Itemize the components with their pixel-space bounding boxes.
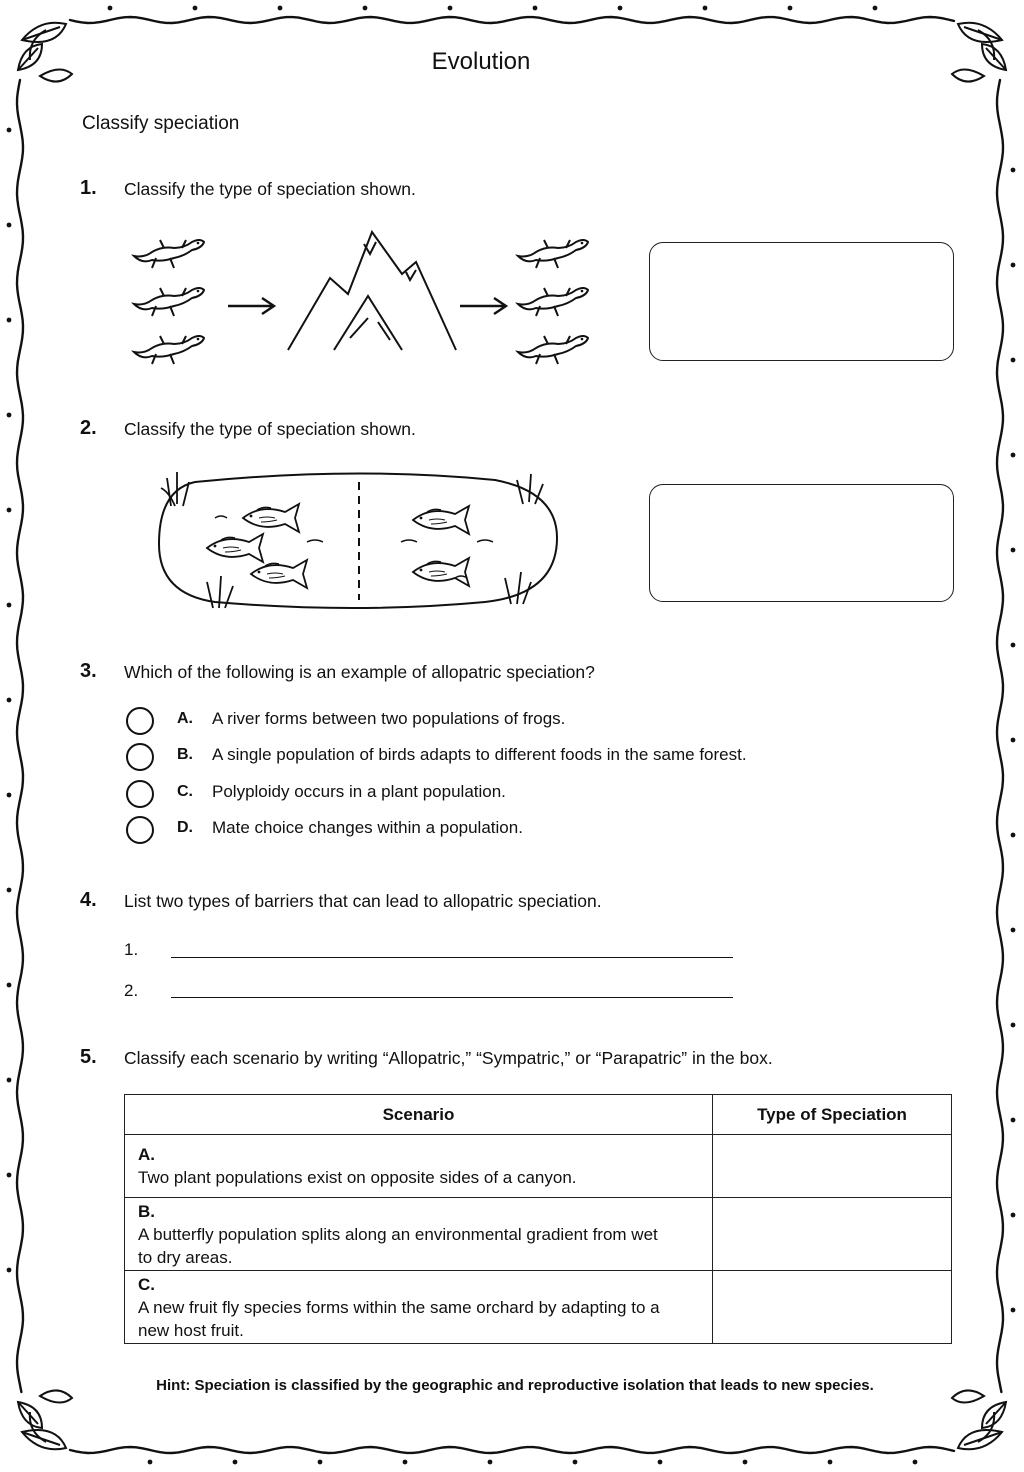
border-dot	[448, 6, 453, 11]
mountain-icon	[288, 232, 456, 350]
question-2-number: 2.	[80, 417, 97, 439]
question-3-text: Which of the following is an example of allopatric speciation?	[124, 662, 595, 682]
arrow-right-icon	[228, 298, 274, 314]
border-dot	[1011, 263, 1016, 268]
border-dot	[1011, 453, 1016, 458]
border-dot	[148, 1460, 153, 1465]
border-dot	[743, 1460, 748, 1465]
answer-line-2[interactable]	[171, 997, 733, 998]
border-dot	[7, 1268, 12, 1273]
option-b-text: A single population of birds adapts to different foods in the same forest.	[212, 745, 747, 764]
option-c-radio[interactable]	[126, 780, 154, 808]
lizard-icon	[134, 288, 204, 316]
fish-icon	[243, 504, 299, 532]
question-3-number: 3.	[80, 660, 97, 682]
option-a-text: A river forms between two populations of frogs.	[212, 709, 566, 728]
type-answer-cell[interactable]	[713, 1135, 952, 1198]
option-a-letter: A.	[177, 710, 193, 727]
question-1-text: Classify the type of speciation shown.	[124, 179, 416, 199]
fish-icon	[251, 560, 307, 588]
page-title: Evolution	[431, 48, 531, 75]
option-d-text: Mate choice changes within a population.	[212, 818, 523, 837]
border-dot	[7, 983, 12, 988]
option-a-radio[interactable]	[126, 707, 154, 735]
lizard-icon	[518, 288, 588, 316]
border-dot	[1011, 1308, 1016, 1313]
border-dot	[1011, 1213, 1016, 1218]
border-dot	[788, 6, 793, 11]
border-dot	[7, 223, 12, 228]
table-row	[125, 1135, 952, 1198]
border-dot	[1011, 168, 1016, 173]
option-d-radio[interactable]	[126, 816, 154, 844]
border-dot	[703, 6, 708, 11]
lizard-icon	[518, 336, 588, 364]
table-row	[125, 1271, 952, 1344]
column-header-type: Type of Speciation	[713, 1095, 952, 1135]
fish-icon	[207, 534, 263, 562]
border-dot	[7, 508, 12, 513]
table-row	[125, 1198, 952, 1271]
border-dot	[1011, 548, 1016, 553]
border-dot	[873, 6, 878, 11]
fish-icon	[413, 558, 469, 586]
column-header-scenario: Scenario	[125, 1095, 713, 1135]
border-dot	[278, 6, 283, 11]
row-letter: C.	[138, 1274, 155, 1294]
scenario-cell	[125, 1135, 713, 1198]
border-dot	[1011, 1118, 1016, 1123]
option-c-letter: C.	[177, 783, 193, 800]
question-4-text: List two types of barriers that can lead to allopatric speciation.	[124, 891, 602, 911]
border-dot	[828, 1460, 833, 1465]
border-dot	[7, 888, 12, 893]
border-dot	[913, 1460, 918, 1465]
lizard-icon	[134, 336, 204, 364]
border-dot	[658, 1460, 663, 1465]
border-dot	[1011, 643, 1016, 648]
option-d-letter: D.	[177, 819, 193, 836]
option-b-letter: B.	[177, 746, 193, 763]
scenario-table	[124, 1094, 952, 1344]
allopatric-illustration	[120, 222, 600, 372]
option-c-text: Polyploidy occurs in a plant population.	[212, 782, 506, 801]
question-1-answer-box[interactable]	[649, 242, 954, 361]
border-dot	[7, 793, 12, 798]
type-answer-cell[interactable]	[713, 1271, 952, 1344]
question-1-number: 1.	[80, 177, 97, 199]
question-2-answer-box[interactable]	[649, 484, 954, 602]
hint-text: Hint: Speciation is classified by the geographic and reproductive isolation that leads to new species.	[156, 1377, 874, 1394]
row-letter: B.	[138, 1201, 155, 1221]
option-b-radio[interactable]	[126, 743, 154, 771]
section-subtitle: Classify speciation	[82, 113, 240, 134]
leaf-icon	[952, 1390, 1006, 1449]
border-dot	[1011, 1023, 1016, 1028]
table-header-row	[125, 1095, 952, 1135]
fish-icon	[413, 506, 469, 534]
border-dot	[7, 698, 12, 703]
lizard-icon	[134, 240, 204, 268]
leaf-icon	[18, 1390, 72, 1449]
border-dot	[1011, 833, 1016, 838]
border-dot	[7, 318, 12, 323]
border-dot	[7, 603, 12, 608]
border-dot	[318, 1460, 323, 1465]
border-dot	[573, 1460, 578, 1465]
question-5-text: Classify each scenario by writing “Allopatric,” “Sympatric,” or “Parapatric” in the box.	[124, 1048, 773, 1068]
row-text: A new fruit fly species forms within the same orchard by adapting to a new host fruit.	[138, 1297, 660, 1340]
scenario-cell	[125, 1198, 713, 1271]
pond-illustration	[155, 470, 565, 615]
question-5-number: 5.	[80, 1046, 97, 1068]
border-dot	[618, 6, 623, 11]
scenario-cell	[125, 1271, 713, 1344]
border-dot	[7, 1173, 12, 1178]
border-dot	[233, 1460, 238, 1465]
border-dot	[488, 1460, 493, 1465]
row-text: A butterfly population splits along an environmental gradient from wet to dry areas.	[138, 1224, 658, 1267]
border-dot	[1011, 738, 1016, 743]
border-dot	[403, 1460, 408, 1465]
border-dot	[1011, 928, 1016, 933]
question-4-number: 4.	[80, 889, 97, 911]
answer-line-1-label: 1.	[124, 940, 139, 959]
answer-line-2-label: 2.	[124, 981, 139, 1000]
answer-line-1[interactable]	[171, 957, 733, 958]
border-dot	[363, 6, 368, 11]
question-2-text: Classify the type of speciation shown.	[124, 419, 416, 439]
border-dot	[108, 6, 113, 11]
arrow-right-icon	[460, 298, 506, 314]
border-dot	[193, 6, 198, 11]
border-dot	[1011, 358, 1016, 363]
row-text: Two plant populations exist on opposite sides of a canyon.	[138, 1168, 577, 1187]
lizard-icon	[518, 240, 588, 268]
border-dot	[7, 128, 12, 133]
type-answer-cell[interactable]	[713, 1198, 952, 1271]
row-letter: A.	[138, 1145, 155, 1164]
border-dot	[7, 1078, 12, 1083]
border-dot	[7, 413, 12, 418]
border-dot	[533, 6, 538, 11]
